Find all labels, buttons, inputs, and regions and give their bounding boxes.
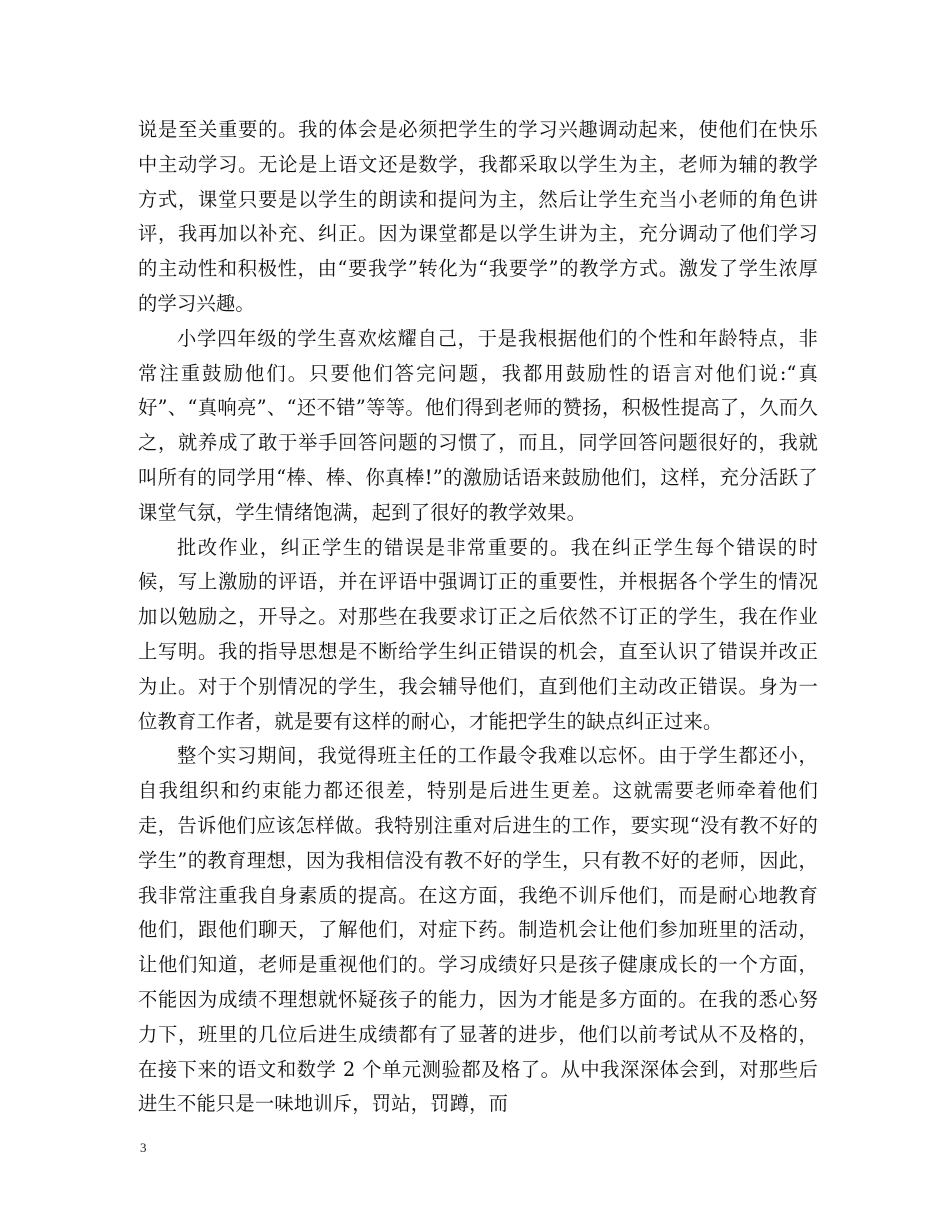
body-text (138, 113, 818, 1122)
paragraph-homework-correction: 批改作业，纠正学生的错误是非常重要的。我在纠正学生每个错误的时候，写上激励的评语，并在评语中强调订正的重要性，并根据各个学生的情况加以勉励之，开导之。对那些在我要求订正之后依然不订正的学生，我在作业上写明。我的指导思想是不断给学生纠正错误的机会，直至认识了错误并改正为止。对于个别情况的学生，我会辅导他们，直到他们主动改正错误。身为一位教育工作者，就是要有这样的耐心，才能把学生的缺点纠正过来。 (138, 535, 818, 733)
paragraph-continuation: 说是至关重要的。我的体会是必须把学生的学习兴趣调动起来，使他们在快乐中主动学习。无论是上语文还是数学，我都采取以学生为主，老师为辅的教学方式，课堂只要是以学生的朗读和提问为主，然后让学生充当小老师的角色讲评，我再加以补充、纠正。因为课堂都是以学生讲为主，充分调动了他们学习的主动性和积极性，由“要我学”转化为“我要学”的教学方式。激发了学生浓厚的学习兴趣。 (138, 118, 818, 315)
paragraph-encouragement: 小学四年级的学生喜欢炫耀自己，于是我根据他们的个性和年龄特点，非常注重鼓励他们。只要他们答完问题，我都用鼓励性的语言对他们说:“真好”、“真响亮”、“还不错”等等。他们得到老师的赞扬，积极性提高了，久而久之，就养成了敢于举手回答问题的习惯了，而且，同学回答问题很好的，我就叫所有的同学用“棒、棒、你真棒!”的激励话语来鼓励他们，这样，充分活跃了课堂气氛，学生情绪饱满，起到了很好的教学效果。 (138, 326, 818, 524)
page-number: 3 (140, 1140, 147, 1155)
paragraph-class-teacher-work: 整个实习期间，我觉得班主任的工作最令我难以忘怀。由于学生都还小，自我组织和约束能力都还很差，特别是后进生更差。这就需要老师牵着他们走，告诉他们应该怎样做。我特别注重对后进生的工作，要实现“没有教不好的学生”的教育理想，因为我相信没有教不好的学生，只有教不好的老师，因此，我非常注重我自身素质的提高。在这方面，我绝不训斥他们，而是耐心地教育他们，跟他们聊天，了解他们，对症下药。制造机会让他们参加班里的活动，让他们知道，老师是重视他们的。学习成绩好只是孩子健康成长的一个方面，不能因为成绩不理想就怀疑孩子的能力，因为才能是多方面的。在我的悉心努力下，班里的几位后进生成绩都有了显著的进步，他们以前考试从不及格的，在接下来的语文和数学 2 个单元测验都及格了。从中我深深体会到，对那些后进生不能只是一味地训斥，罚站，罚蹲，而 (138, 744, 818, 1116)
